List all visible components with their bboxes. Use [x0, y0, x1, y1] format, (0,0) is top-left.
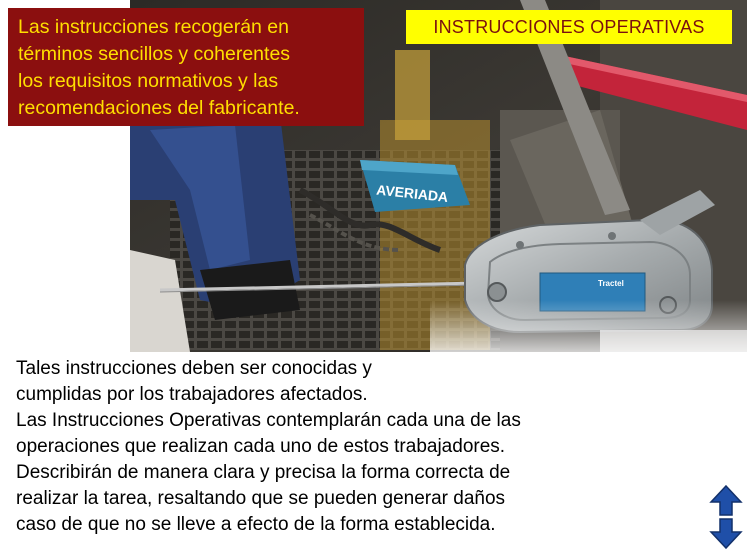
- body-line-7: caso de que no se lleve a efecto de la forma establecida.: [16, 514, 496, 535]
- winch-plate-text: Tractel: [598, 279, 624, 288]
- body-text-block: [0, 352, 747, 560]
- arrow-up-icon[interactable]: [708, 484, 744, 517]
- body-line-5: Describirán de manera clara y precisa la forma correcta de: [16, 462, 511, 483]
- regulation-notice-box: [8, 8, 364, 126]
- notice-line-2: términos sencillos y coherentes: [18, 43, 291, 65]
- body-line-3: Las Instrucciones Operativas contemplarán cada una de las: [16, 410, 521, 431]
- body-line-6: realizar la tarea, resaltando que se pueden generar daños: [16, 488, 506, 509]
- body-line-4: operaciones que realizan cada uno de estos trabajadores.: [16, 436, 506, 457]
- notice-line-3: los requisitos normativos y las: [18, 70, 279, 92]
- notice-line-4: recomendaciones del fabricante.: [18, 97, 300, 119]
- notice-line-1: Las instrucciones recogerán en: [18, 16, 289, 38]
- slide-navigation: [708, 484, 744, 550]
- arrow-down-icon[interactable]: [708, 517, 744, 550]
- body-line-2: cumplidas por los trabajadores afectados.: [16, 384, 368, 405]
- tag-text: AVERIADA: [375, 181, 449, 205]
- slide-title-label: INSTRUCCIONES OPERATIVAS: [406, 10, 732, 44]
- body-line-1: Tales instrucciones deben ser conocidas y: [16, 358, 372, 379]
